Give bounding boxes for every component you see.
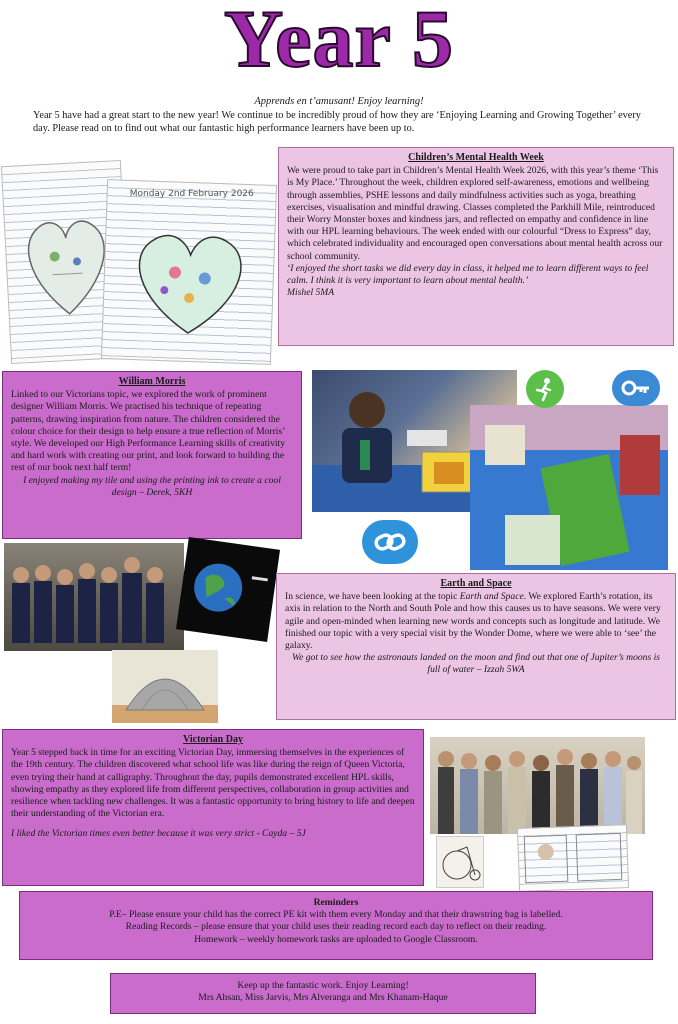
- worksheet-photo-right: [101, 179, 277, 365]
- william-morris-quote: I enjoyed making my tile and using the printing ink to create a cool design – Derek, 5KH: [23, 474, 281, 498]
- mental-health-week-body: We were proud to take part in Children’s Mental Health Week 2026, with this year’s theme ‘This is My Place.’ Throughout the week, children explored self-awareness, emotions and wellbeing through assemblies, PSHE lessons and daily mindfulness activities such as yoga, breathing exercises, visualisation and mindful drawing. Classes completed the Parkhill Mile, reintroduced their Worry Monster boxes and kindness jars, and reflected on empathy and confidence in line with our HPL learning behaviours. The week ended with our colourful “Dress to Express” day, which celebrated individuality and encouraged open conversations about mental health across our school community.: [287, 165, 663, 262]
- class-group-figures: [4, 543, 184, 651]
- victorian-day-section: [2, 729, 424, 886]
- victorian-worksheet-photo: [517, 824, 629, 892]
- reminders-section: [19, 891, 653, 960]
- signoff-names: Mrs Ahsan, Miss Jarvis, Mrs Alveranga and Mrs Khanam-Haque: [198, 992, 448, 1004]
- earth-and-space-title: Earth and Space: [440, 578, 512, 589]
- running-figure-icon: [526, 370, 564, 408]
- reminder-reading-records: Reading Records – please ensure that your child uses their reading record each day to reflect on their reading.: [125, 921, 547, 933]
- motto: Apprends en t’amusant! Enjoy learning!: [254, 96, 424, 107]
- key-icon: [612, 370, 660, 406]
- earth-poster-photo: [176, 537, 280, 642]
- victorian-day-title: Victorian Day: [183, 734, 243, 745]
- printing-scene-right: [470, 405, 668, 570]
- signoff-line: Keep up the fantastic work. Enjoy Learning!: [237, 980, 409, 991]
- page-title: Year 5: [224, 0, 454, 84]
- victorian-day-body: Year 5 stepped back in time for an exciting Victorian Day, immersing themselves in the experiences of the 19th century. The children discovered what school life was like during the reign of Queen Victoria, even trying their hand at calligraphy. Throughout the day, pupils demonstrated excellent HPL skills, showing empathy as they explored life from different perspectives, collaboration in group activities and resilience when tackling new challenges. It was a fantastic opportunity to bring history to life and deepen their understanding of the Victorian era.: [11, 747, 415, 820]
- reminder-homework: Homework – weekly homework tasks are uploaded to Google Classroom.: [194, 933, 478, 945]
- earth-and-space-body: [285, 591, 667, 652]
- penny-farthing-drawing: [437, 837, 484, 888]
- earth-and-space-body-start: In science, we have been looking at the topic: [285, 591, 460, 603]
- earth-and-space-topic: Earth and Space: [459, 591, 524, 603]
- mental-health-week-section: [278, 147, 674, 346]
- earth-and-space-section: [276, 573, 676, 720]
- earth-globe: [176, 537, 280, 642]
- mental-health-week-title: Children’s Mental Health Week: [408, 152, 544, 163]
- penny-farthing-drawing-photo: [436, 836, 484, 888]
- william-morris-section: [2, 371, 302, 539]
- william-morris-body: Linked to our Victorians topic, we explored the work of prominent designer William Morris. We practised his technique of repeating patterns, drawing inspiration from nature. The children considered the colour choice for their design to help ensure a true reflection of Morris’ style. We developed our High Performance Learning skills of creativity and hard work with creating our print, and look forward to building the rest of our book next half term!: [11, 389, 285, 474]
- wonder-dome-photo: [112, 650, 218, 723]
- william-morris-title: William Morris: [118, 376, 186, 387]
- victorian-day-quote: I liked the Victorian times even better because it was very strict - Cayda – 5J: [11, 828, 306, 840]
- victorian-costume-figures: [430, 737, 645, 834]
- earth-and-space-body-rest: . We explored Earth’s rotation, its axis in relation to the North and South Pole and how this causes us to have seasons. We were very agile and open-minded when learning new words and concepts such as longitude and latitude. We finished our topic with a very special visit by the Wonder Dome, where we were able to ‘see’ the galaxy.: [285, 591, 661, 652]
- victorian-costume-photo: [430, 737, 645, 834]
- victorian-worksheet-sketch: [518, 825, 629, 892]
- signoff-section: [110, 973, 536, 1014]
- heart-drawing-right: [102, 180, 277, 365]
- reminders-title: Reminders: [313, 897, 359, 908]
- intro-paragraph: Year 5 have had a great start to the new year! We continue to be incredibly proud of how they are ‘Enjoying Learning and Growing Together’ every day. Please read on to find out what our fantastic high performance learners have been up to.: [33, 110, 641, 134]
- mental-health-week-quote: ‘I enjoyed the short tasks we did every day in class, it helped me to learn different ways to feel calm. I think it is very important to learn about mental health.’: [287, 262, 649, 287]
- worksheet-date: Monday 2nd February 2026: [129, 189, 254, 200]
- reminder-pe: P.E– Please ensure your child has the correct PE kit with them every Monday and that their drawstring bag is labelled.: [109, 909, 563, 921]
- class-group-photo: [4, 543, 184, 651]
- printing-activity-photo-right: [470, 405, 668, 570]
- earth-and-space-quote: We got to see how the astronauts landed on the moon and find out that one of Jupiter’s moons is full of water – Izzah 5WA: [291, 652, 660, 676]
- mental-health-week-attribution: Mishel 5MA: [287, 287, 335, 299]
- link-icon: [362, 520, 418, 564]
- wonder-dome: [112, 650, 218, 723]
